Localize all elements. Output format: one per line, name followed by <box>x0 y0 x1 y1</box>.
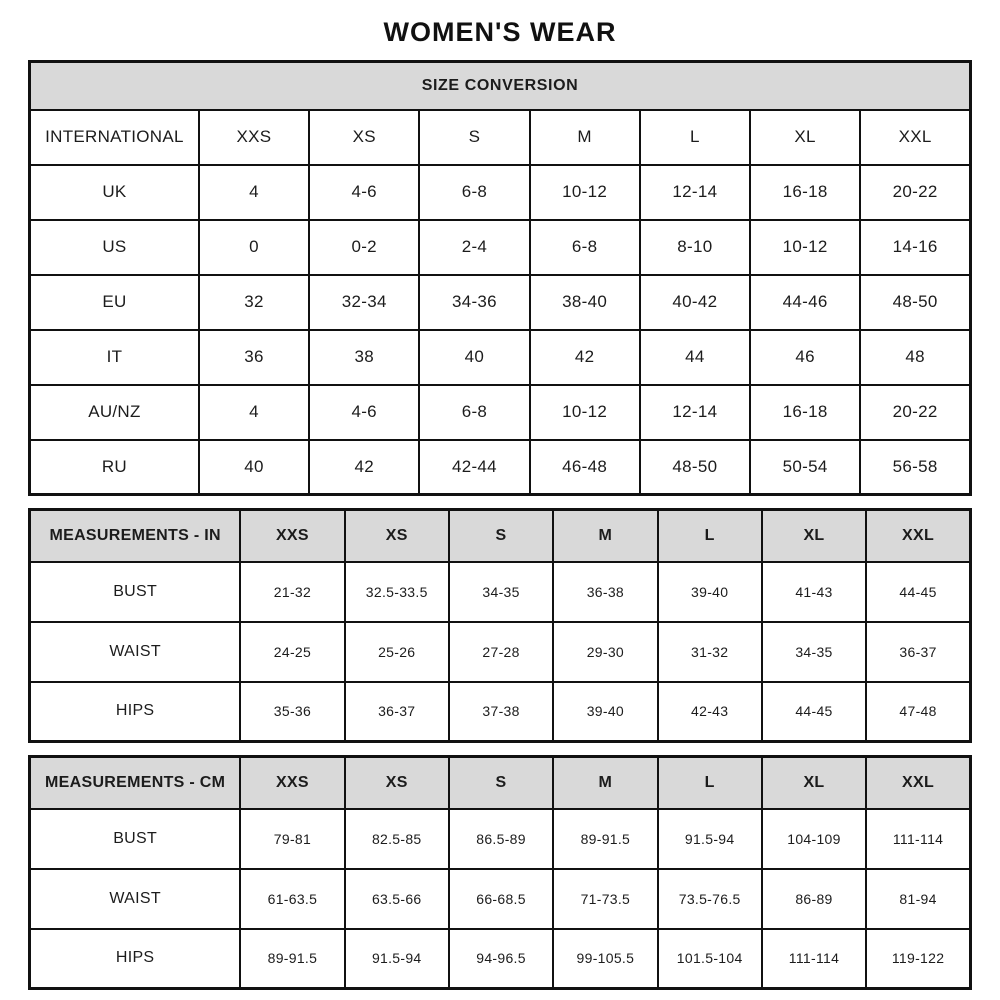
row-label: WAIST <box>30 622 241 682</box>
table-cell: 12-14 <box>640 385 750 440</box>
table-cell: 34-35 <box>449 562 553 622</box>
header-cell: XXL <box>866 757 970 809</box>
row-label: HIPS <box>30 682 241 742</box>
table-row <box>30 929 971 989</box>
table-row <box>30 330 971 385</box>
table-row <box>30 165 971 220</box>
table-cell: 0 <box>199 220 309 275</box>
header-cell: XS <box>309 110 419 165</box>
header-cell: XXS <box>240 757 344 809</box>
table-title-row <box>30 62 971 110</box>
table-cell: 10-12 <box>750 220 860 275</box>
table-cell: 10-12 <box>530 165 640 220</box>
table-row <box>30 682 971 742</box>
table-cell: 82.5-85 <box>345 809 449 869</box>
table-row <box>30 809 971 869</box>
table-cell: 111-114 <box>866 809 970 869</box>
table-cell: 16-18 <box>750 165 860 220</box>
table-cell: 119-122 <box>866 929 970 989</box>
table-cell: 37-38 <box>449 682 553 742</box>
table-cell: 36 <box>199 330 309 385</box>
header-cell: M <box>553 757 657 809</box>
table-row <box>30 220 971 275</box>
table-cell: 25-26 <box>345 622 449 682</box>
table-cell: 10-12 <box>530 385 640 440</box>
table-row <box>30 869 971 929</box>
header-cell: XL <box>750 110 860 165</box>
size-conversion-title: SIZE CONVERSION <box>30 62 971 110</box>
row-label: UK <box>30 165 199 220</box>
table-cell: 48-50 <box>640 440 750 495</box>
table-cell: 42-44 <box>419 440 529 495</box>
table-cell: 86-89 <box>762 869 866 929</box>
table-cell: 20-22 <box>860 165 970 220</box>
header-cell: M <box>553 510 657 562</box>
table-cell: 35-36 <box>240 682 344 742</box>
table-cell: 12-14 <box>640 165 750 220</box>
table-cell: 66-68.5 <box>449 869 553 929</box>
table-cell: 81-94 <box>866 869 970 929</box>
header-cell: XS <box>345 757 449 809</box>
table-cell: 40 <box>199 440 309 495</box>
table-cell: 89-91.5 <box>240 929 344 989</box>
table-cell: 44-45 <box>762 682 866 742</box>
table-cell: 94-96.5 <box>449 929 553 989</box>
table-cell: 42 <box>309 440 419 495</box>
header-cell: L <box>658 510 762 562</box>
size-conversion-table <box>28 60 972 496</box>
table-cell: 56-58 <box>860 440 970 495</box>
table-cell: 8-10 <box>640 220 750 275</box>
table-cell: 40 <box>419 330 529 385</box>
table-cell: 44-46 <box>750 275 860 330</box>
row-label: WAIST <box>30 869 241 929</box>
table-cell: 4-6 <box>309 385 419 440</box>
header-cell: XXL <box>866 510 970 562</box>
table-cell: 71-73.5 <box>553 869 657 929</box>
header-cell: MEASUREMENTS - CM <box>30 757 241 809</box>
measurements-cm-table <box>28 755 972 990</box>
row-label: HIPS <box>30 929 241 989</box>
header-cell: XXS <box>240 510 344 562</box>
table-cell: 63.5-66 <box>345 869 449 929</box>
header-cell: INTERNATIONAL <box>30 110 199 165</box>
measurements-in-body <box>30 562 971 742</box>
table-cell: 61-63.5 <box>240 869 344 929</box>
table-cell: 6-8 <box>530 220 640 275</box>
table-cell: 42-43 <box>658 682 762 742</box>
table-row <box>30 440 971 495</box>
table-row <box>30 385 971 440</box>
table-cell: 0-2 <box>309 220 419 275</box>
table-cell: 2-4 <box>419 220 529 275</box>
header-cell: XL <box>762 757 866 809</box>
row-label: AU/NZ <box>30 385 199 440</box>
table-cell: 24-25 <box>240 622 344 682</box>
header-row <box>30 510 971 562</box>
table-cell: 36-38 <box>553 562 657 622</box>
table-row <box>30 275 971 330</box>
table-cell: 91.5-94 <box>658 809 762 869</box>
header-cell: M <box>530 110 640 165</box>
header-row <box>30 110 971 165</box>
table-cell: 86.5-89 <box>449 809 553 869</box>
row-label: IT <box>30 330 199 385</box>
measurements-cm-body <box>30 809 971 989</box>
header-cell: L <box>658 757 762 809</box>
table-cell: 73.5-76.5 <box>658 869 762 929</box>
table-cell: 47-48 <box>866 682 970 742</box>
table-cell: 39-40 <box>553 682 657 742</box>
table-cell: 16-18 <box>750 385 860 440</box>
table-cell: 79-81 <box>240 809 344 869</box>
table-cell: 21-32 <box>240 562 344 622</box>
header-cell: L <box>640 110 750 165</box>
table-cell: 99-105.5 <box>553 929 657 989</box>
table-cell: 38 <box>309 330 419 385</box>
table-cell: 34-36 <box>419 275 529 330</box>
header-cell: XXL <box>860 110 970 165</box>
table-cell: 39-40 <box>658 562 762 622</box>
table-cell: 111-114 <box>762 929 866 989</box>
table-cell: 32.5-33.5 <box>345 562 449 622</box>
table-cell: 40-42 <box>640 275 750 330</box>
size-conversion-body <box>30 165 971 495</box>
table-row <box>30 622 971 682</box>
table-cell: 48-50 <box>860 275 970 330</box>
table-cell: 4 <box>199 165 309 220</box>
table-cell: 14-16 <box>860 220 970 275</box>
table-cell: 20-22 <box>860 385 970 440</box>
row-label: RU <box>30 440 199 495</box>
measurements-in-table <box>28 508 972 743</box>
page-title: WOMEN'S WEAR <box>383 17 617 47</box>
table-cell: 44-45 <box>866 562 970 622</box>
header-cell: S <box>449 510 553 562</box>
table-cell: 36-37 <box>866 622 970 682</box>
table-cell: 27-28 <box>449 622 553 682</box>
table-cell: 48 <box>860 330 970 385</box>
header-cell: XXS <box>199 110 309 165</box>
table-cell: 50-54 <box>750 440 860 495</box>
table-cell: 46-48 <box>530 440 640 495</box>
header-cell: XS <box>345 510 449 562</box>
table-cell: 91.5-94 <box>345 929 449 989</box>
table-cell: 104-109 <box>762 809 866 869</box>
table-cell: 4-6 <box>309 165 419 220</box>
table-cell: 29-30 <box>553 622 657 682</box>
table-cell: 34-35 <box>762 622 866 682</box>
header-cell: MEASUREMENTS - IN <box>30 510 241 562</box>
table-cell: 89-91.5 <box>553 809 657 869</box>
table-cell: 32 <box>199 275 309 330</box>
row-label: US <box>30 220 199 275</box>
row-label: EU <box>30 275 199 330</box>
header-cell: XL <box>762 510 866 562</box>
row-label: BUST <box>30 562 241 622</box>
table-cell: 4 <box>199 385 309 440</box>
table-cell: 101.5-104 <box>658 929 762 989</box>
row-label: BUST <box>30 809 241 869</box>
table-cell: 6-8 <box>419 165 529 220</box>
table-cell: 32-34 <box>309 275 419 330</box>
table-cell: 42 <box>530 330 640 385</box>
table-cell: 41-43 <box>762 562 866 622</box>
header-cell: S <box>449 757 553 809</box>
table-cell: 44 <box>640 330 750 385</box>
table-row <box>30 562 971 622</box>
table-cell: 46 <box>750 330 860 385</box>
table-cell: 38-40 <box>530 275 640 330</box>
table-cell: 36-37 <box>345 682 449 742</box>
header-cell: S <box>419 110 529 165</box>
table-cell: 31-32 <box>658 622 762 682</box>
header-row <box>30 757 971 809</box>
table-cell: 6-8 <box>419 385 529 440</box>
